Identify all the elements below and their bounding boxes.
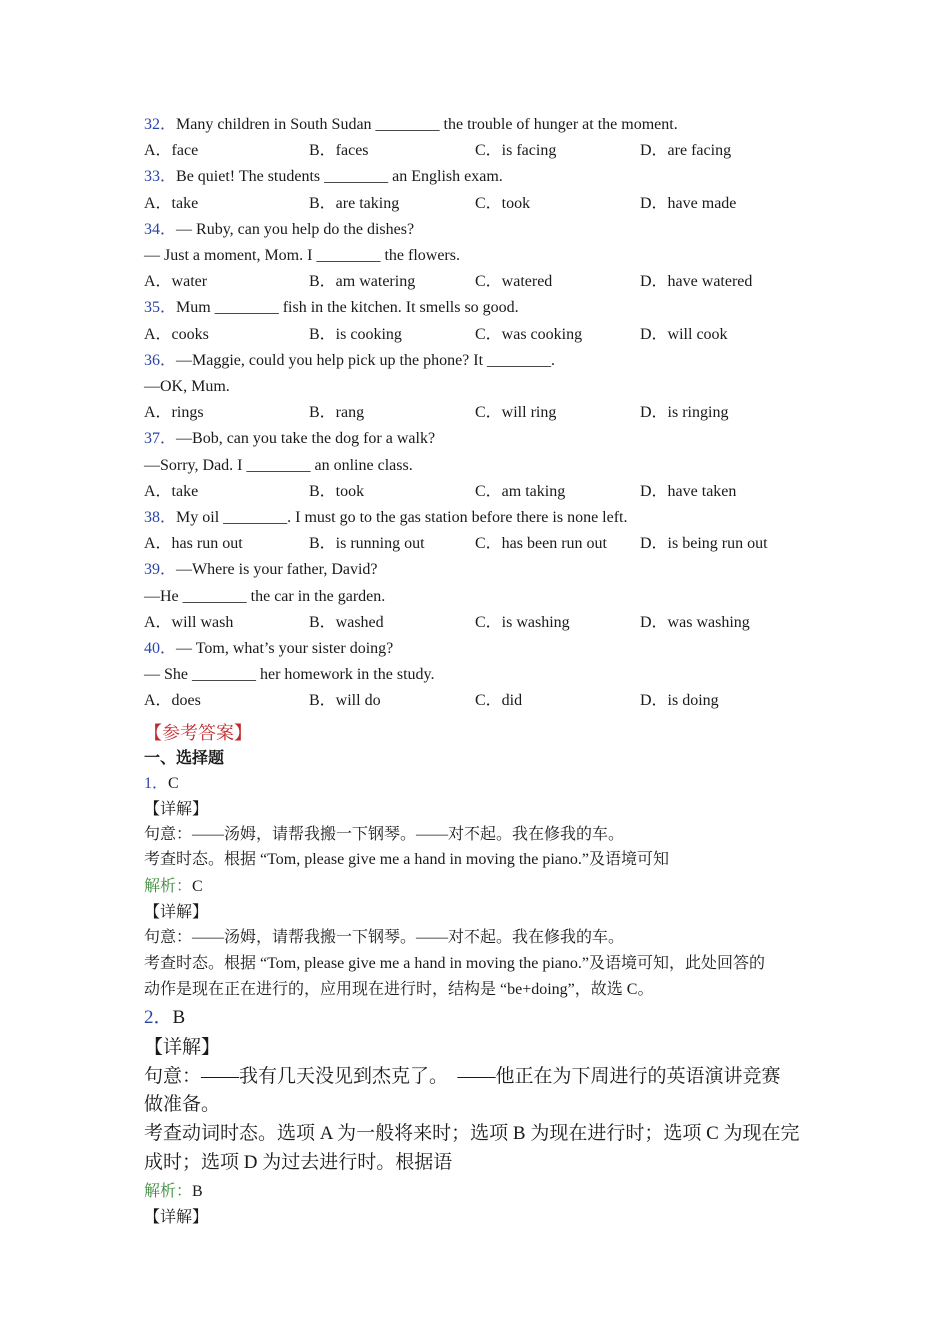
answer-number: 1． (144, 775, 169, 792)
question-stem (144, 505, 628, 531)
detail-label: 【详解】 (144, 904, 209, 921)
question-stem (144, 217, 414, 243)
detail-label: 【详解】 (144, 801, 209, 818)
option-c: C．is facing (475, 142, 557, 160)
option-a: A．face (144, 142, 199, 160)
question-number: 38． (144, 509, 177, 526)
question-number: 37． (144, 430, 177, 448)
detail-label: 【详解】 (144, 1037, 221, 1058)
option-c: C．am taking (475, 482, 566, 500)
sentence-meaning: 做准备。 (144, 1094, 221, 1115)
question-text: —Where is your father, David? (176, 561, 378, 579)
jiexi-line (144, 874, 203, 900)
question-text: — Ruby, can you help do the dishes? (176, 220, 415, 238)
section-title: 一、选择题 (144, 750, 225, 767)
option-d: D．have made (640, 194, 737, 212)
analysis-text: 动作是现在正在进行的，应用现在进行时，结构是 “be+doing”，故选 C。 (144, 981, 654, 998)
jiexi-label: 解析： (144, 878, 193, 895)
option-a: A．rings (144, 404, 204, 422)
question-stem (144, 295, 519, 321)
answer-options (144, 610, 814, 636)
option-a: A．take (144, 194, 199, 212)
option-c: C．is washing (475, 613, 570, 631)
analysis-text: 考查动词时态。选项 A 为一般将来时；选项 B 为现在进行时；选项 C 为现在完 (144, 1123, 800, 1144)
question-stem (144, 164, 503, 190)
jiexi-value: B (192, 1183, 203, 1200)
option-a: A．will wash (144, 613, 234, 631)
analysis-text: 考查时态。根据 “Tom, please give me a hand in moving the piano.”及语境可知，此处回答的 (144, 955, 766, 972)
question-stem (144, 557, 378, 583)
question-number: 32． (144, 116, 177, 133)
option-c: C．took (475, 194, 531, 212)
option-d: D．was washing (640, 613, 750, 631)
question-number: 35． (144, 299, 177, 317)
answer-options (144, 479, 814, 505)
answer-options (144, 400, 814, 426)
sentence-meaning: 句意：——我有几天没见到杰克了。 ——他正在为下周进行的英语演讲竞赛 (144, 1066, 781, 1087)
option-a: A．take (144, 482, 199, 500)
dialogue-line: —Sorry, Dad. I ________ an online class. (144, 456, 413, 474)
answer-options (144, 322, 814, 348)
option-b: B．faces (309, 142, 369, 160)
question-text: —Maggie, could you help pick up the phone? It ________. (176, 351, 556, 369)
option-b: B．will do (309, 692, 381, 710)
option-d: D．is ringing (640, 404, 729, 422)
option-a: A．does (144, 692, 201, 710)
option-b: B．is cooking (309, 325, 402, 343)
question-text: —Bob, can you take the dog for a walk? (176, 430, 436, 448)
answer-heading: 【参考答案】 (144, 723, 252, 743)
option-a: A．cooks (144, 325, 209, 343)
question-stem (144, 112, 678, 138)
answer-options (144, 269, 814, 295)
option-b: B．are taking (309, 194, 400, 212)
jiexi-label: 解析： (144, 1183, 193, 1200)
option-c: C．will ring (475, 404, 557, 422)
option-a: A．has run out (144, 535, 243, 553)
option-d: D．are facing (640, 142, 732, 160)
analysis-text: 成时；选项 D 为过去进行时。根据语 (144, 1152, 453, 1173)
option-d: D．have watered (640, 273, 753, 291)
dialogue-line: —He ________ the car in the garden. (144, 587, 386, 605)
answer-number: 2． (144, 1007, 173, 1028)
option-d: D．have taken (640, 482, 737, 500)
option-b: B．is running out (309, 535, 425, 553)
jiexi-line (144, 1179, 203, 1205)
question-stem (144, 426, 435, 452)
answer-options (144, 531, 814, 557)
answer-options (144, 191, 814, 217)
option-d: D．is doing (640, 692, 719, 710)
question-text: Mum ________ fish in the kitchen. It smells so good. (176, 299, 519, 317)
question-number: 39． (144, 561, 177, 579)
answer-value: C (168, 775, 179, 792)
analysis-text: 考查时态。根据 “Tom, please give me a hand in moving the piano.”及语境可知 (144, 851, 670, 868)
question-text: Many children in South Sudan ________ the trouble of hunger at the moment. (176, 116, 678, 133)
option-a: A．water (144, 273, 208, 291)
answer-options (144, 688, 814, 714)
question-number: 33． (144, 168, 177, 186)
answer-1 (144, 771, 179, 797)
sentence-meaning: 句意：——汤姆，请帮我搬一下钢琴。——对不起。我在修我的车。 (144, 826, 625, 843)
option-b: B．took (309, 482, 365, 500)
question-stem (144, 348, 555, 374)
question-number: 34． (144, 220, 177, 238)
dialogue-line: — She ________ her homework in the study. (144, 666, 435, 684)
dialogue-line: — Just a moment, Mom. I ________ the flowers. (144, 247, 460, 264)
question-text: — Tom, what’s your sister doing? (176, 640, 394, 657)
detail-label: 【详解】 (144, 1209, 209, 1226)
answer-options (144, 138, 814, 164)
question-text: Be quiet! The students ________ an English exam. (176, 168, 503, 186)
option-d: D．will cook (640, 325, 728, 343)
option-b: B．am watering (309, 273, 416, 291)
question-stem (144, 636, 393, 662)
option-c: C．watered (475, 273, 553, 291)
option-c: C．has been run out (475, 535, 607, 553)
question-number: 40． (144, 640, 177, 657)
question-number: 36． (144, 351, 177, 369)
answer-2 (144, 1003, 185, 1032)
option-c: C．did (475, 692, 523, 710)
dialogue-line: —OK, Mum. (144, 378, 230, 395)
jiexi-value: C (192, 878, 203, 895)
option-c: C．was cooking (475, 325, 583, 343)
sentence-meaning: 句意：——汤姆，请帮我搬一下钢琴。——对不起。我在修我的车。 (144, 929, 625, 946)
option-d: D．is being run out (640, 535, 768, 553)
question-text: My oil ________. I must go to the gas station before there is none left. (176, 509, 628, 526)
option-b: B．rang (309, 404, 365, 422)
option-b: B．washed (309, 613, 384, 631)
answer-value: B (172, 1007, 186, 1028)
